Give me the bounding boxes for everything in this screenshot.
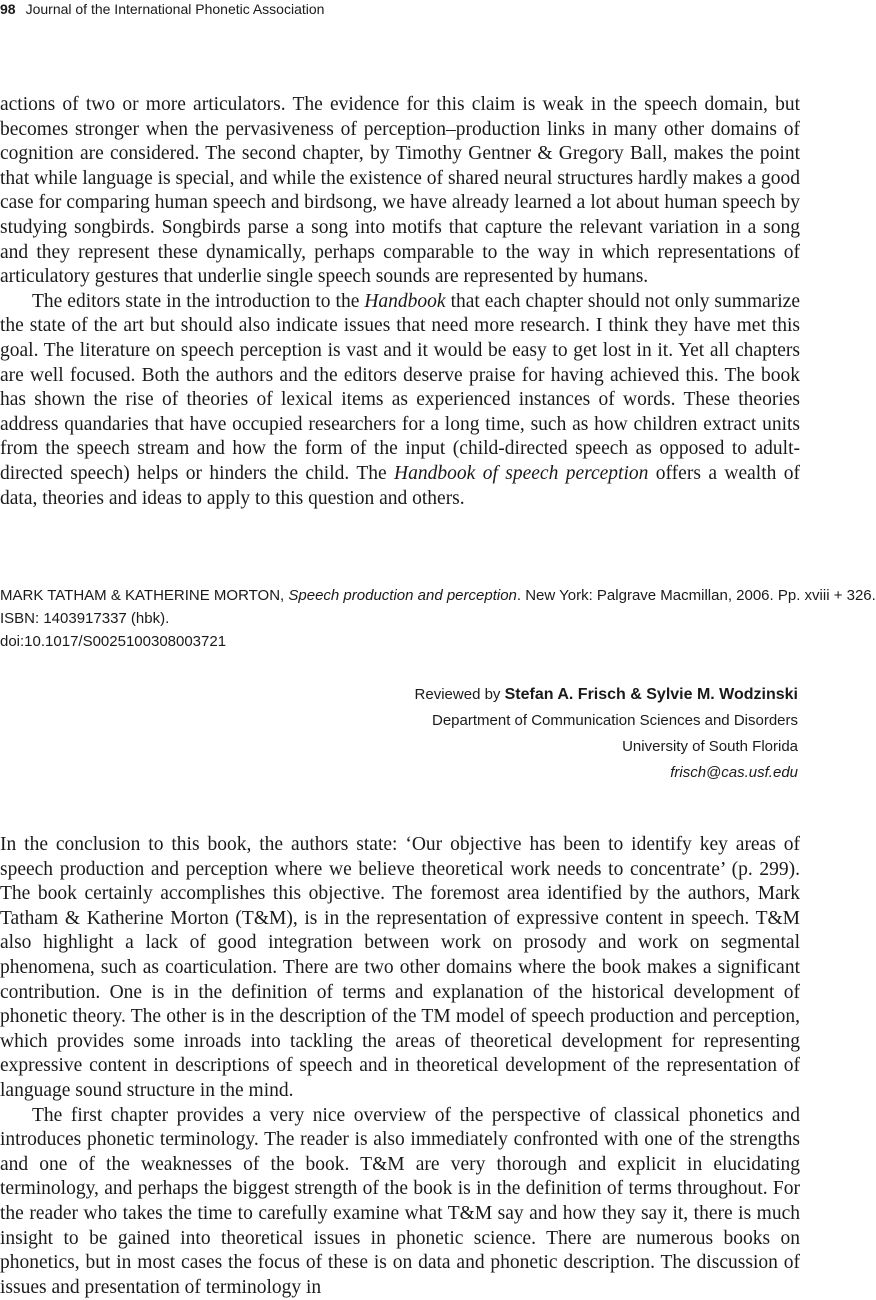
page-number: 98 xyxy=(0,1,16,17)
paragraph: actions of two or more articulators. The evidence for this claim is weak in the speech domain, but becomes stronger when the pervasiveness of perception–production links in many other domains of cognition are considered. The second chapter, by Timothy Gentner & Gregory Ball, makes the point that while language is special, and while the existence of shared neural structures hardly makes a good case for comparing human speech and birdsong, we have already learned a lot about human speech by studying songbirds. Songbirds parse a song into motifs that capture the relevant variation in a song and they represent these dynamically, perhaps comparable to the way in which representations of articulatory gestures that underlie single speech sounds are represented by humans. xyxy=(0,94,800,288)
paragraph: The first chapter provides a very nice overview of the perspective of classical phonetics and introduces phonetic terminology. The reader is also immediately confronted with one of the strengths and one of the weaknesses of the book. T&M are very thorough and explicit in elucidating terminology, and perhaps the biggest strength of the book is in the definition of terms throughout. For the reader who takes the time to carefully examine what T&M say and how they say it, there is much insight to be gained into theoretical issues in phonetic science. There are numerous books on phonetics, but in most cases the focus of these is on data and phonetic description. The discussion of issues and presentation of terminology in xyxy=(0,1104,800,1298)
book-title-italic: Handbook of speech perception xyxy=(394,462,649,484)
running-head xyxy=(0,0,800,22)
reviewed-by-label: Reviewed by xyxy=(414,686,505,703)
reviewer-block xyxy=(98,682,798,786)
book-citation xyxy=(0,584,876,653)
reviewer-names: Stefan A. Frisch & Sylvie M. Wodzinski xyxy=(504,686,798,703)
reviewer-email: frisch@cas.usf.edu xyxy=(670,764,798,781)
citation-isbn: ISBN: 1403917337 (hbk). xyxy=(0,610,170,627)
paragraph xyxy=(0,290,800,511)
review-continuation xyxy=(0,93,800,511)
journal-title: Journal of the International Phonetic Association xyxy=(25,1,325,17)
reviewer-line xyxy=(98,682,798,708)
citation-title: Speech production and perception xyxy=(288,587,517,604)
text-run: that each chapter should not only summarize the state of the art but should also indicate issues that need more research. I think they have met this goal. The literature on speech perception is vast and it would be easy to get lost in it. Yet all chapters are well focused. Both the authors and the editors deserve praise for having achieved this. The book has shown the rise of theories of lexical items as experienced instances of words. These theories address quandaries that have occupied researchers for a long time, such as how children extract units from the speech stream and how the form of the input (child-directed speech as opposed to adult-directed speech) helps or hinders the child. The xyxy=(0,290,800,484)
reviewer-university: University of South Florida xyxy=(622,738,798,755)
book-title-italic: Handbook xyxy=(364,290,446,312)
text-run: The editors state in the introduction to the xyxy=(32,290,365,312)
citation-doi: doi:10.1017/S0025100308003721 xyxy=(0,633,227,650)
citation-authors: MARK TATHAM & KATHERINE MORTON, xyxy=(0,587,285,604)
paragraph: In the conclusion to this book, the authors state: ‘Our objective has been to identify key areas of speech production and perception where we believe theoretical work needs to concentrate’ (p. 299). The book certainly accomplishes this objective. The foremost area identified by the authors, Mark Tatham & Katherine Morton (T&M), is in the representation of expressive content in speech. T&M also highlight a lack of good integration between work on prosody and work on segmental phenomena, such as coarticulation. There are two other domains where the book makes a significant contribution. One is in the definition of terms and explanation of the historical development of phonetic theory. The other is in the description of the TM model of speech production and perception, which provides some inroads into tackling the areas of theoretical development for representing expressive content in descriptions of speech and in theoretical development of the representation of language sound structure in the mind. xyxy=(0,834,800,1101)
citation-line xyxy=(0,584,876,607)
text-run: offers a wealth of data, theories and ideas to apply to this question and others. xyxy=(0,462,801,509)
reviewer-department: Department of Communication Sciences and Disorders xyxy=(432,712,798,729)
review-body xyxy=(0,833,800,1300)
citation-publication: . New York: Palgrave Macmillan, 2006. Pp. xviii + 326. xyxy=(516,587,876,604)
